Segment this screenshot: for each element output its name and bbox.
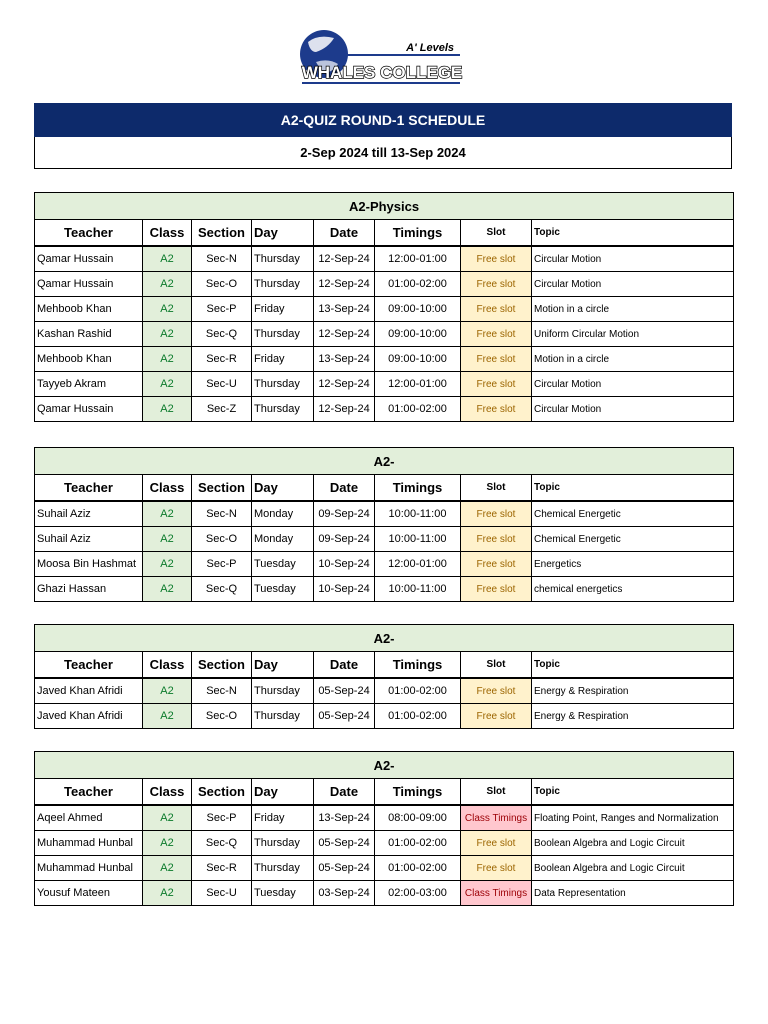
cell-topic: chemical energetics <box>532 577 734 602</box>
cell-class: A2 <box>143 272 192 297</box>
cell-day: Monday <box>252 527 314 552</box>
column-header-class: Class <box>143 475 192 502</box>
cell-class: A2 <box>143 805 192 831</box>
table-row <box>35 397 734 422</box>
cell-teacher: Suhail Aziz <box>35 527 143 552</box>
cell-section: Sec-R <box>192 347 252 372</box>
cell-day: Thursday <box>252 372 314 397</box>
cell-section: Sec-N <box>192 678 252 704</box>
column-header-topic: Topic <box>532 652 734 679</box>
cell-date: 05-Sep-24 <box>314 856 375 881</box>
cell-class: A2 <box>143 704 192 729</box>
cell-date: 05-Sep-24 <box>314 704 375 729</box>
cell-slot: Free slot <box>461 577 532 602</box>
column-header-topic: Topic <box>532 779 734 806</box>
table-title: A2- <box>35 625 734 652</box>
cell-section: Sec-U <box>192 372 252 397</box>
table-row <box>35 246 734 272</box>
cell-slot: Free slot <box>461 704 532 729</box>
cell-slot: Free slot <box>461 322 532 347</box>
column-header-class: Class <box>143 779 192 806</box>
cell-date: 05-Sep-24 <box>314 678 375 704</box>
cell-day: Friday <box>252 297 314 322</box>
table-row <box>35 552 734 577</box>
column-header-day: Day <box>252 220 314 247</box>
cell-day: Friday <box>252 347 314 372</box>
cell-section: Sec-Z <box>192 397 252 422</box>
cell-class: A2 <box>143 527 192 552</box>
cell-section: Sec-Q <box>192 831 252 856</box>
column-header-section: Section <box>192 779 252 806</box>
cell-date: 05-Sep-24 <box>314 831 375 856</box>
cell-timings: 01:00-02:00 <box>375 831 461 856</box>
column-header-class: Class <box>143 220 192 247</box>
cell-slot: Class Timings <box>461 881 532 906</box>
column-header-slot: Slot <box>461 779 532 806</box>
table-row <box>35 297 734 322</box>
cell-timings: 12:00-01:00 <box>375 246 461 272</box>
cell-teacher: Ghazi Hassan <box>35 577 143 602</box>
column-header-date: Date <box>314 779 375 806</box>
cell-timings: 01:00-02:00 <box>375 397 461 422</box>
cell-slot: Free slot <box>461 552 532 577</box>
cell-date: 10-Sep-24 <box>314 577 375 602</box>
cell-slot: Free slot <box>461 856 532 881</box>
date-range: 2-Sep 2024 till 13-Sep 2024 <box>34 137 732 169</box>
cell-slot: Free slot <box>461 272 532 297</box>
cell-timings: 08:00-09:00 <box>375 805 461 831</box>
cell-slot: Class Timings <box>461 805 532 831</box>
cell-teacher: Mehboob Khan <box>35 347 143 372</box>
cell-timings: 12:00-01:00 <box>375 372 461 397</box>
cell-section: Sec-U <box>192 881 252 906</box>
cell-timings: 10:00-11:00 <box>375 501 461 527</box>
cell-date: 12-Sep-24 <box>314 272 375 297</box>
table-row <box>35 678 734 704</box>
cell-topic: Energetics <box>532 552 734 577</box>
cell-class: A2 <box>143 322 192 347</box>
table-row <box>35 322 734 347</box>
table-row <box>35 372 734 397</box>
cell-slot: Free slot <box>461 397 532 422</box>
column-header-slot: Slot <box>461 220 532 247</box>
table-row <box>35 856 734 881</box>
column-header-timings: Timings <box>375 652 461 679</box>
cell-date: 13-Sep-24 <box>314 297 375 322</box>
schedule-banner: A2-QUIZ ROUND-1 SCHEDULE <box>34 103 732 137</box>
cell-topic: Energy & Respiration <box>532 678 734 704</box>
column-header-slot: Slot <box>461 652 532 679</box>
cell-date: 12-Sep-24 <box>314 372 375 397</box>
cell-teacher: Yousuf Mateen <box>35 881 143 906</box>
column-header-teacher: Teacher <box>35 475 143 502</box>
cell-section: Sec-O <box>192 704 252 729</box>
cell-timings: 09:00-10:00 <box>375 297 461 322</box>
cell-class: A2 <box>143 397 192 422</box>
whales-college-logo <box>294 18 466 96</box>
table-row <box>35 805 734 831</box>
cell-section: Sec-N <box>192 246 252 272</box>
cell-topic: Boolean Algebra and Logic Circuit <box>532 856 734 881</box>
column-header-section: Section <box>192 652 252 679</box>
cell-section: Sec-O <box>192 272 252 297</box>
cell-timings: 01:00-02:00 <box>375 272 461 297</box>
cell-date: 09-Sep-24 <box>314 501 375 527</box>
cell-section: Sec-P <box>192 552 252 577</box>
cell-timings: 09:00-10:00 <box>375 322 461 347</box>
table-row <box>35 831 734 856</box>
column-header-slot: Slot <box>461 475 532 502</box>
logo-name: WHALES COLLEGE <box>301 63 463 82</box>
table-row <box>35 272 734 297</box>
cell-topic: Boolean Algebra and Logic Circuit <box>532 831 734 856</box>
column-header-timings: Timings <box>375 779 461 806</box>
column-header-teacher: Teacher <box>35 652 143 679</box>
cell-timings: 01:00-02:00 <box>375 678 461 704</box>
cell-slot: Free slot <box>461 347 532 372</box>
cell-teacher: Qamar Hussain <box>35 246 143 272</box>
table-title: A2-Physics <box>35 193 734 220</box>
column-header-topic: Topic <box>532 475 734 502</box>
column-header-day: Day <box>252 475 314 502</box>
table-title: A2- <box>35 448 734 475</box>
cell-topic: Circular Motion <box>532 246 734 272</box>
logo-tagline: A' Levels <box>406 42 454 54</box>
column-header-teacher: Teacher <box>35 779 143 806</box>
cell-day: Thursday <box>252 704 314 729</box>
cell-date: 10-Sep-24 <box>314 552 375 577</box>
cell-day: Thursday <box>252 322 314 347</box>
cell-teacher: Tayyeb Akram <box>35 372 143 397</box>
table-title: A2- <box>35 752 734 779</box>
cell-date: 03-Sep-24 <box>314 881 375 906</box>
cell-topic: Uniform Circular Motion <box>532 322 734 347</box>
cell-class: A2 <box>143 246 192 272</box>
cell-class: A2 <box>143 678 192 704</box>
cell-topic: Circular Motion <box>532 397 734 422</box>
cell-day: Tuesday <box>252 881 314 906</box>
cell-teacher: Kashan Rashid <box>35 322 143 347</box>
cell-date: 12-Sep-24 <box>314 246 375 272</box>
table-row <box>35 347 734 372</box>
table-row <box>35 527 734 552</box>
cell-timings: 02:00-03:00 <box>375 881 461 906</box>
cell-class: A2 <box>143 881 192 906</box>
cell-date: 13-Sep-24 <box>314 347 375 372</box>
table-row <box>35 881 734 906</box>
cell-date: 12-Sep-24 <box>314 322 375 347</box>
cell-teacher: Javed Khan Afridi <box>35 678 143 704</box>
cell-teacher: Javed Khan Afridi <box>35 704 143 729</box>
cell-topic: Motion in a circle <box>532 347 734 372</box>
cell-section: Sec-P <box>192 297 252 322</box>
cell-timings: 10:00-11:00 <box>375 527 461 552</box>
cell-topic: Circular Motion <box>532 372 734 397</box>
cell-teacher: Mehboob Khan <box>35 297 143 322</box>
cell-timings: 01:00-02:00 <box>375 856 461 881</box>
cell-day: Friday <box>252 805 314 831</box>
cell-day: Tuesday <box>252 577 314 602</box>
table-row <box>35 577 734 602</box>
schedule-table <box>34 192 734 422</box>
column-header-section: Section <box>192 220 252 247</box>
cell-class: A2 <box>143 347 192 372</box>
cell-topic: Motion in a circle <box>532 297 734 322</box>
table-row <box>35 704 734 729</box>
cell-timings: 01:00-02:00 <box>375 704 461 729</box>
cell-section: Sec-O <box>192 527 252 552</box>
cell-date: 09-Sep-24 <box>314 527 375 552</box>
cell-day: Monday <box>252 501 314 527</box>
cell-slot: Free slot <box>461 501 532 527</box>
cell-teacher: Suhail Aziz <box>35 501 143 527</box>
column-header-class: Class <box>143 652 192 679</box>
cell-class: A2 <box>143 501 192 527</box>
column-header-date: Date <box>314 475 375 502</box>
column-header-timings: Timings <box>375 475 461 502</box>
column-header-day: Day <box>252 652 314 679</box>
schedule-table <box>34 751 734 906</box>
cell-class: A2 <box>143 831 192 856</box>
cell-teacher: Moosa Bin Hashmat <box>35 552 143 577</box>
cell-topic: Floating Point, Ranges and Normalization <box>532 805 734 831</box>
cell-teacher: Qamar Hussain <box>35 397 143 422</box>
column-header-day: Day <box>252 779 314 806</box>
cell-day: Thursday <box>252 831 314 856</box>
table-row <box>35 501 734 527</box>
cell-slot: Free slot <box>461 678 532 704</box>
cell-day: Thursday <box>252 246 314 272</box>
cell-section: Sec-R <box>192 856 252 881</box>
cell-class: A2 <box>143 577 192 602</box>
cell-topic: Data Representation <box>532 881 734 906</box>
cell-day: Thursday <box>252 678 314 704</box>
cell-teacher: Muhammad Hunbal <box>35 831 143 856</box>
cell-topic: Chemical Energetic <box>532 527 734 552</box>
column-header-date: Date <box>314 220 375 247</box>
cell-topic: Circular Motion <box>532 272 734 297</box>
column-header-section: Section <box>192 475 252 502</box>
cell-slot: Free slot <box>461 297 532 322</box>
cell-teacher: Muhammad Hunbal <box>35 856 143 881</box>
column-header-teacher: Teacher <box>35 220 143 247</box>
cell-topic: Chemical Energetic <box>532 501 734 527</box>
cell-day: Thursday <box>252 272 314 297</box>
cell-section: Sec-P <box>192 805 252 831</box>
cell-day: Thursday <box>252 397 314 422</box>
cell-timings: 10:00-11:00 <box>375 577 461 602</box>
cell-class: A2 <box>143 552 192 577</box>
cell-slot: Free slot <box>461 527 532 552</box>
cell-section: Sec-Q <box>192 577 252 602</box>
cell-class: A2 <box>143 372 192 397</box>
column-header-timings: Timings <box>375 220 461 247</box>
cell-teacher: Aqeel Ahmed <box>35 805 143 831</box>
schedule-table <box>34 447 734 602</box>
cell-slot: Free slot <box>461 372 532 397</box>
cell-slot: Free slot <box>461 246 532 272</box>
cell-section: Sec-Q <box>192 322 252 347</box>
cell-date: 13-Sep-24 <box>314 805 375 831</box>
cell-class: A2 <box>143 297 192 322</box>
cell-timings: 12:00-01:00 <box>375 552 461 577</box>
cell-section: Sec-N <box>192 501 252 527</box>
cell-day: Tuesday <box>252 552 314 577</box>
schedule-table <box>34 624 734 729</box>
cell-topic: Energy & Respiration <box>532 704 734 729</box>
cell-date: 12-Sep-24 <box>314 397 375 422</box>
cell-class: A2 <box>143 856 192 881</box>
cell-slot: Free slot <box>461 831 532 856</box>
column-header-date: Date <box>314 652 375 679</box>
cell-timings: 09:00-10:00 <box>375 347 461 372</box>
cell-teacher: Qamar Hussain <box>35 272 143 297</box>
cell-day: Thursday <box>252 856 314 881</box>
column-header-topic: Topic <box>532 220 734 247</box>
